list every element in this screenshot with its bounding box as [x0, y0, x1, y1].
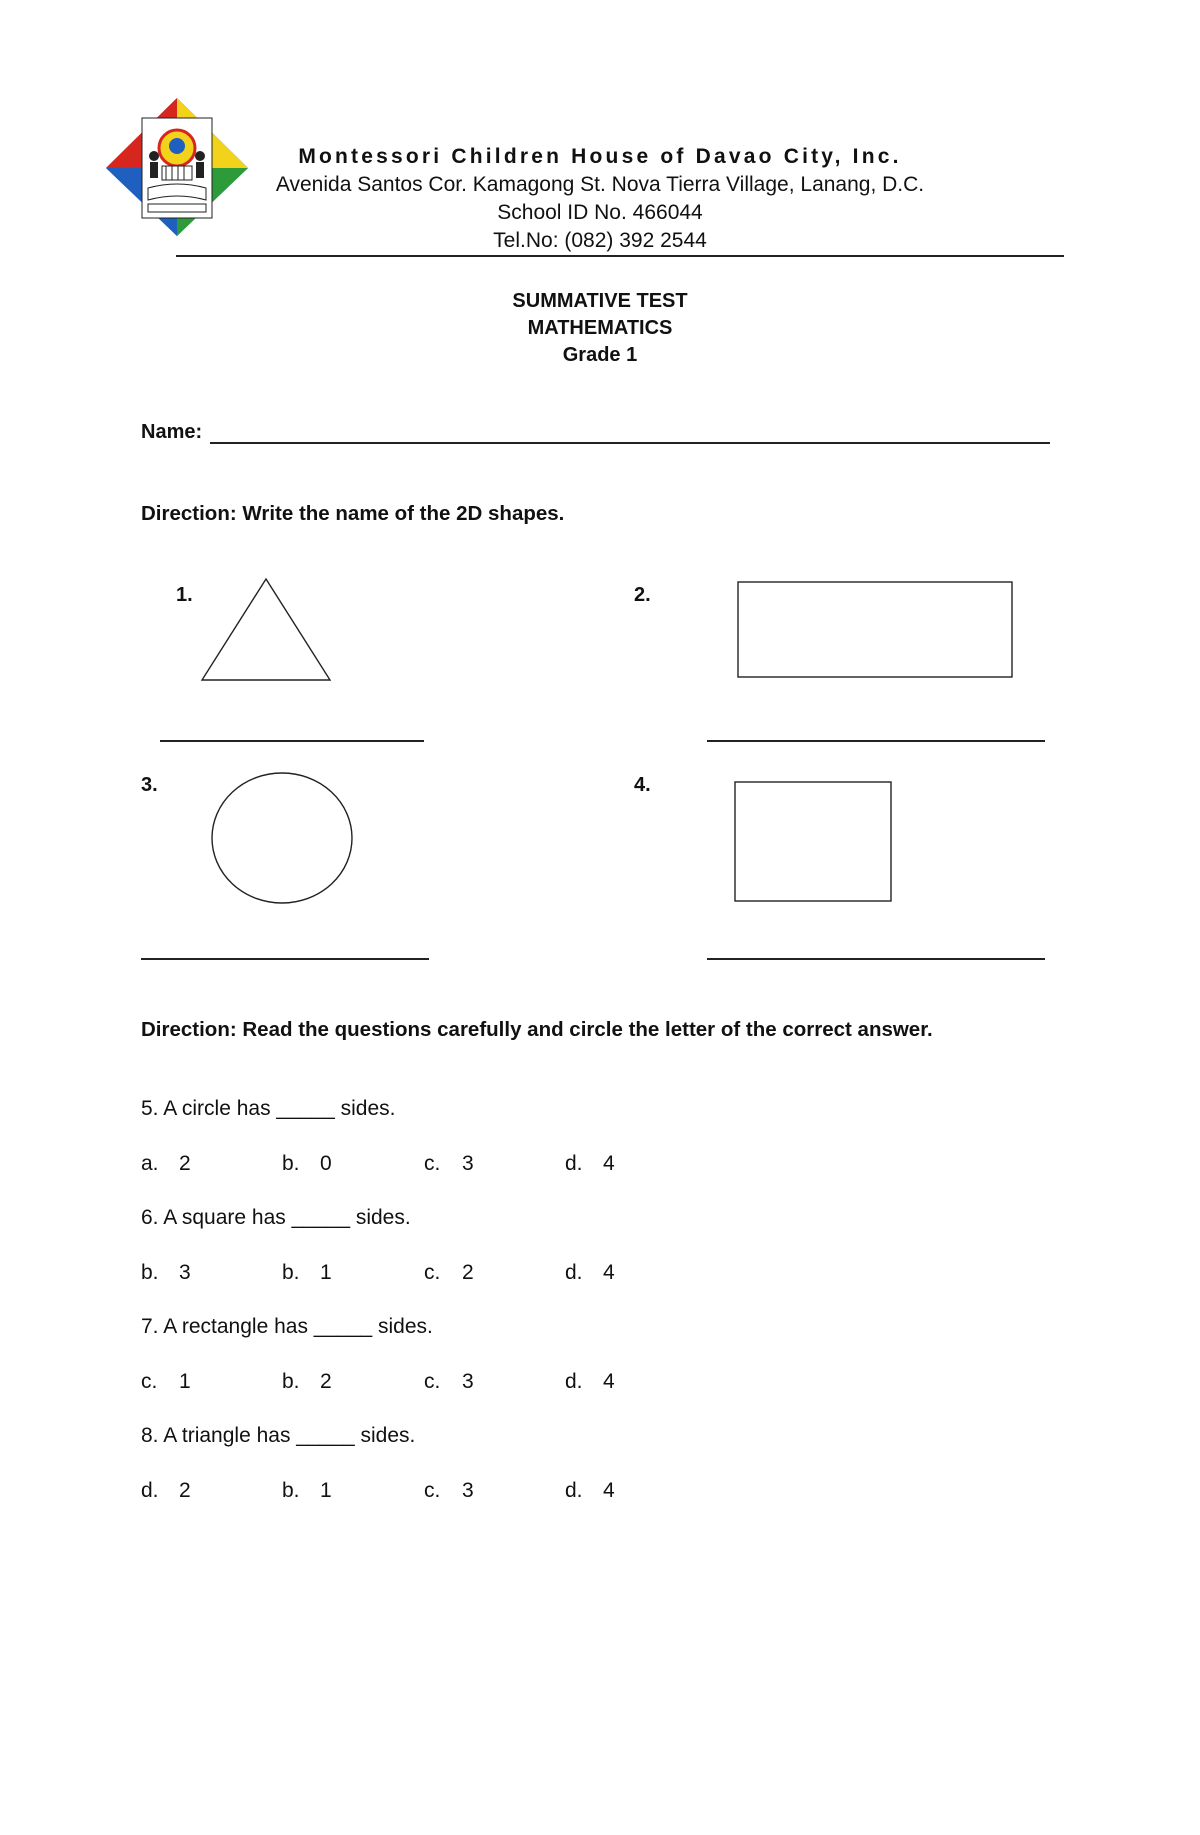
question-8: 8. A triangle has _____ sides. [141, 1424, 416, 1447]
choice-6c[interactable] [424, 1261, 474, 1285]
choice-letter: d. [565, 1152, 583, 1175]
choice-letter: d. [565, 1479, 583, 1502]
answer-line-3[interactable] [141, 958, 429, 960]
school-logo [104, 96, 250, 238]
choice-value: 1 [179, 1370, 191, 1393]
direction-part-1: Direction: Write the name of the 2D shapes. [141, 502, 565, 525]
choice-value: 3 [462, 1152, 474, 1175]
choice-letter: c. [424, 1479, 441, 1502]
question-7: 7. A rectangle has _____ sides. [141, 1315, 433, 1338]
question-5: 5. A circle has _____ sides. [141, 1097, 396, 1120]
choice-8d[interactable] [565, 1479, 615, 1503]
item-number-1: 1. [176, 584, 193, 606]
choice-letter: b. [282, 1152, 300, 1175]
choice-value: 1 [320, 1479, 332, 1502]
question-6: 6. A square has _____ sides. [141, 1206, 411, 1229]
choice-value: 4 [603, 1152, 615, 1175]
item-number-2: 2. [634, 584, 651, 606]
name-row [141, 420, 1050, 444]
choice-7c[interactable] [424, 1370, 474, 1394]
choice-letter: c. [141, 1370, 158, 1393]
choice-letter: d. [565, 1370, 583, 1393]
choice-5c[interactable] [424, 1152, 474, 1176]
choice-letter: c. [424, 1370, 441, 1393]
item-number-4: 4. [634, 774, 651, 796]
choice-letter: b. [282, 1479, 300, 1502]
choice-value: 3 [179, 1261, 191, 1284]
choice-letter: b. [141, 1261, 159, 1284]
title-line-2: MATHEMATICS [527, 317, 673, 339]
choice-letter: a. [141, 1152, 159, 1175]
school-id: School ID No. 466044 [497, 201, 703, 224]
rectangle-shape [737, 581, 1015, 679]
choice-value: 0 [320, 1152, 332, 1175]
test-title [300, 288, 900, 369]
school-header [240, 143, 960, 255]
choice-value: 3 [462, 1479, 474, 1502]
choice-5d[interactable] [565, 1152, 615, 1176]
choice-6d[interactable] [565, 1261, 615, 1285]
choice-7b[interactable] [282, 1370, 332, 1394]
header-divider [176, 255, 1064, 257]
choice-5a[interactable] [141, 1152, 191, 1176]
choice-8c[interactable] [424, 1479, 474, 1503]
choice-6a[interactable] [141, 1261, 191, 1285]
choice-value: 4 [603, 1479, 615, 1502]
square-shape [734, 781, 894, 903]
title-line-3: Grade 1 [562, 344, 638, 366]
choice-5b[interactable] [282, 1152, 332, 1176]
choice-7d[interactable] [565, 1370, 615, 1394]
choice-letter: c. [424, 1261, 441, 1284]
school-telephone: Tel.No: (082) 392 2544 [493, 229, 707, 252]
answer-line-1[interactable] [160, 740, 424, 742]
choice-letter: b. [282, 1370, 300, 1393]
answer-line-2[interactable] [707, 740, 1045, 742]
choice-value: 2 [179, 1479, 191, 1502]
answer-line-4[interactable] [707, 958, 1045, 960]
circle-shape [211, 772, 355, 906]
choice-letter: d. [141, 1479, 159, 1502]
choice-6b[interactable] [282, 1261, 332, 1285]
school-address: Avenida Santos Cor. Kamagong St. Nova Tierra Village, Lanang, D.C. [275, 173, 925, 196]
item-number-3: 3. [141, 774, 158, 796]
direction-part-2: Direction: Read the questions carefully and circle the letter of the correct answer. [141, 1018, 933, 1041]
choice-value: 3 [462, 1370, 474, 1393]
choice-value: 2 [179, 1152, 191, 1175]
choice-7a[interactable] [141, 1370, 191, 1394]
triangle-shape [199, 577, 333, 683]
choice-value: 2 [462, 1261, 474, 1284]
choice-value: 1 [320, 1261, 332, 1284]
name-blank-line[interactable] [210, 420, 1050, 444]
choice-value: 4 [603, 1261, 615, 1284]
choice-letter: c. [424, 1152, 441, 1175]
choice-value: 4 [603, 1370, 615, 1393]
choice-8b[interactable] [282, 1479, 332, 1503]
choice-8a[interactable] [141, 1479, 191, 1503]
title-line-1: SUMMATIVE TEST [512, 290, 688, 312]
name-label: Name: [141, 421, 203, 443]
choice-letter: d. [565, 1261, 583, 1284]
choice-letter: b. [282, 1261, 300, 1284]
school-name: Montessori Children House of Davao City, Inc. [298, 145, 902, 168]
choice-value: 2 [320, 1370, 332, 1393]
